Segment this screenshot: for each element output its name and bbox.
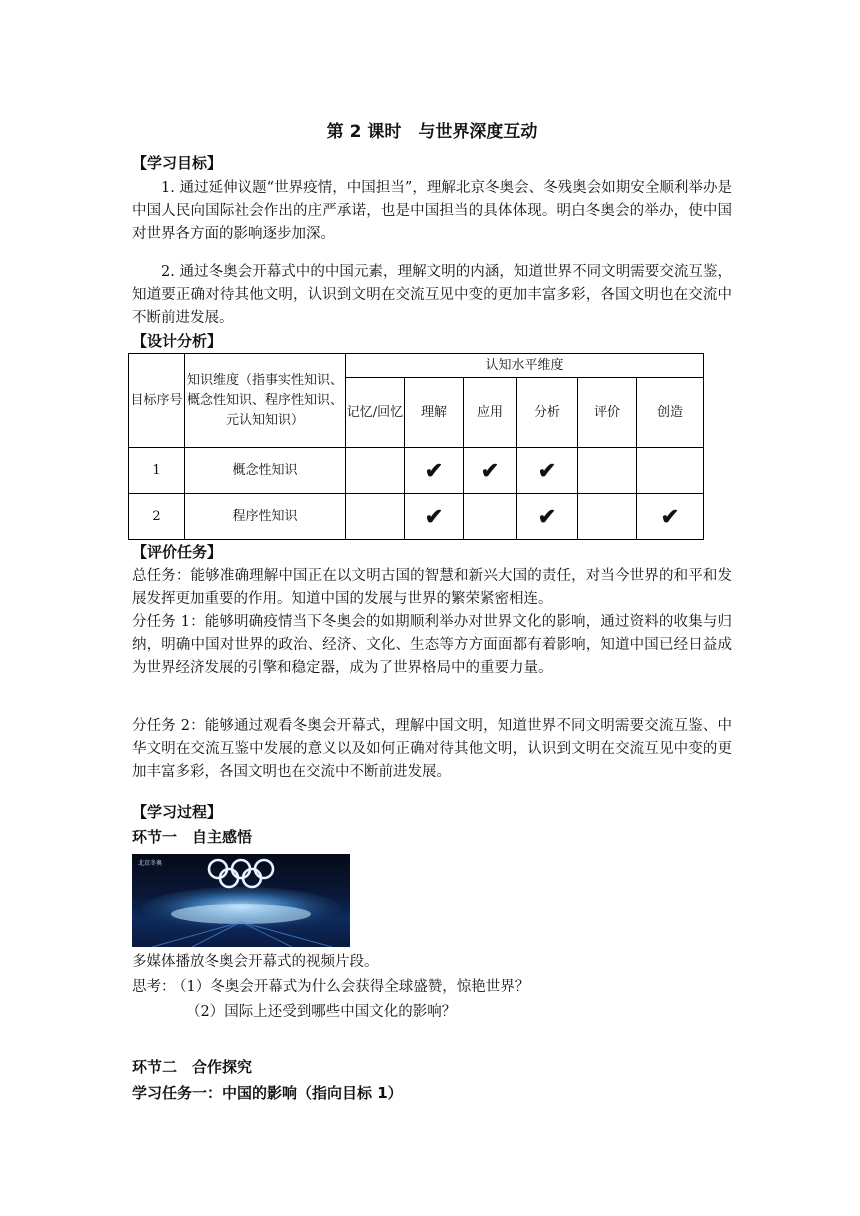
check-mark: ✔: [464, 448, 517, 494]
olympic-rings-icon: [132, 854, 350, 947]
stage-2-heading: 环节二 合作探究: [132, 1058, 253, 1076]
page-title: 第 2 课时 与世界深度互动: [326, 122, 538, 142]
check-mark: ✔: [517, 494, 578, 540]
level-header: 应用: [464, 378, 517, 448]
check-mark: ✔: [405, 494, 464, 540]
analysis-table: [128, 353, 704, 540]
check-mark: ✔: [517, 448, 578, 494]
question-2: （2）国际上还受到哪些中国文化的影响？: [186, 1004, 457, 1020]
table-row: [129, 494, 704, 540]
header-knowledge-dimension: 知识维度（指事实性知识、概念性知识、程序性知识、元认知知识）: [185, 354, 346, 448]
header-cognitive-dimension: 认知水平维度: [346, 354, 704, 378]
goal-2: 2. 通过冬奥会开幕式中的中国元素，理解文明的内涵，知道世界不同文明需要交流互鉴，知道要正确对待其他文明，认识到文明在交流互见中变的更加丰富多彩，各国文明也在交流中不断前进发展。: [132, 264, 732, 326]
image-logo-text: 北京冬奥: [138, 860, 163, 867]
section-heading-goals: 【学习目标】: [132, 154, 223, 172]
eval-total-task: 总任务：能够准确理解中国正在以文明古国的智慧和新兴大国的责任，对当今世界的和平和发展发挥更加重要的作用。知道中国的发展与世界的繁荣紧密相连。: [132, 568, 732, 607]
goal-1: 1. 通过延伸议题“世界疫情，中国担当”，理解北京冬奥会、冬残奥会如期安全顺利举办是中国人民向国际社会作出的庄严承诺，也是中国担当的具体体现。明白冬奥会的举办，使中国对世界各方面的影响逐步加深。: [132, 180, 732, 242]
level-header: 分析: [517, 378, 578, 448]
check-cell: [578, 494, 637, 540]
check-mark: ✔: [637, 494, 704, 540]
media-description: 多媒体播放冬奥会开幕式的视频片段。: [132, 954, 379, 970]
check-cell: [346, 448, 405, 494]
check-cell: [464, 494, 517, 540]
learning-task-1: 学习任务一：中国的影响（指向目标 1）: [132, 1084, 403, 1102]
check-cell: [578, 448, 637, 494]
level-header: 记忆/回忆: [346, 378, 405, 448]
level-header: 创造: [637, 378, 704, 448]
section-heading-eval: 【评价任务】: [132, 543, 223, 561]
think-label: 思考：: [132, 979, 176, 995]
stage-1-heading: 环节一 自主感悟: [132, 828, 253, 846]
check-cell: [637, 448, 704, 494]
eval-subtask-2: 分任务 2：能够通过观看冬奥会开幕式，理解中国文明，知道世界不同文明需要交流互鉴、中华文明在交流互鉴中发展的意义以及如何正确对待其他文明，认识到文明在交流互见中变的更加丰富多彩，各国文明也在交流中不断前进发展。: [132, 718, 732, 780]
section-heading-design: 【设计分析】: [132, 332, 223, 350]
row-id: 2: [129, 494, 185, 540]
section-heading-process: 【学习过程】: [132, 803, 223, 821]
level-header: 评价: [578, 378, 637, 448]
level-header: 理解: [405, 378, 464, 448]
eval-subtask-1: 分任务 1：能够明确疫情当下冬奥会的如期顺利举办对世界文化的影响，通过资料的收集与归纳，明确中国对世界的政治、经济、文化、生态等方方面面都有着影响，知道中国已经日益成为世界经济发展的引擎和稳定器，成为了世界格局中的重要力量。: [132, 614, 732, 676]
row-knowledge: 程序性知识: [185, 494, 346, 540]
question-1: （1）冬奥会开幕式为什么会获得全球盛赞，惊艳世界？: [172, 979, 530, 995]
table-row: [129, 448, 704, 494]
header-goal-number: 目标序号: [129, 354, 185, 448]
row-knowledge: 概念性知识: [185, 448, 346, 494]
check-cell: [346, 494, 405, 540]
olympic-opening-image: [132, 854, 350, 947]
row-id: 1: [129, 448, 185, 494]
check-mark: ✔: [405, 448, 464, 494]
